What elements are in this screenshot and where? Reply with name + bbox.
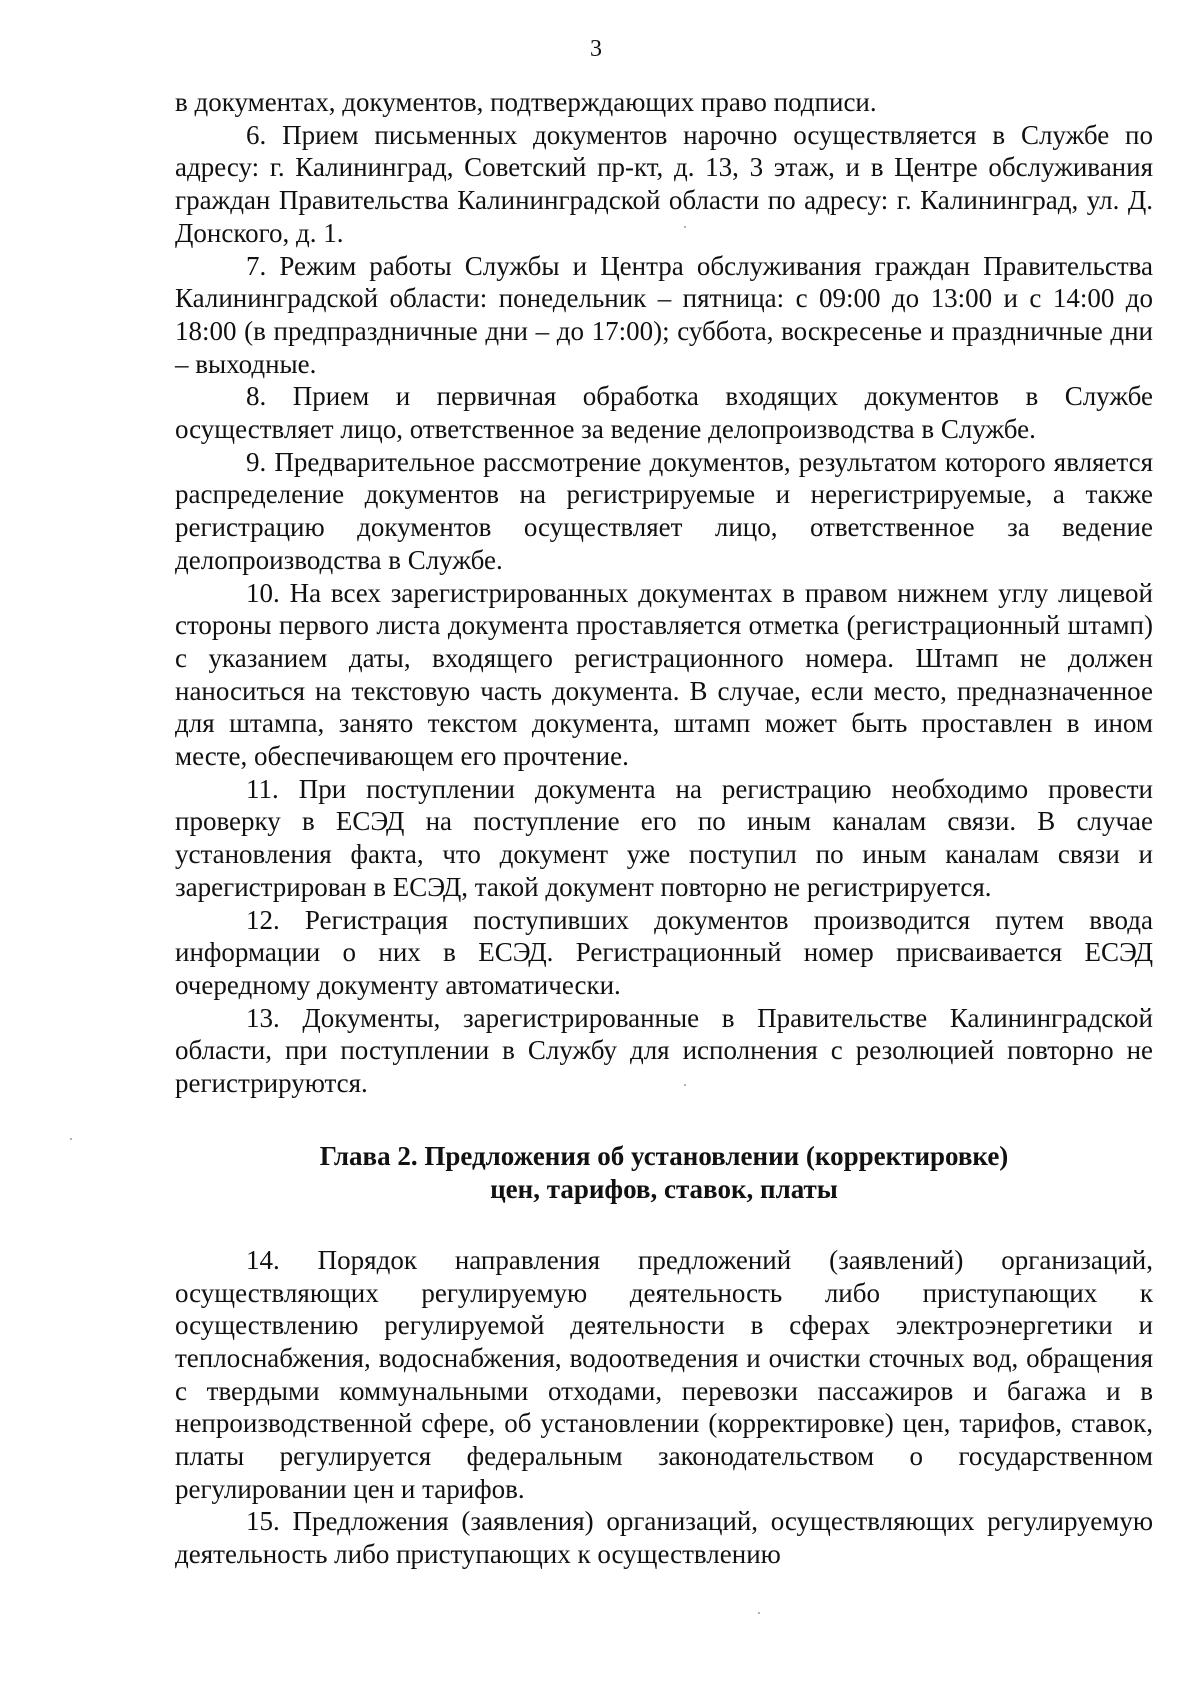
paragraph-13: 13. Документы, зарегистрированные в Правительстве Калининградской области, при поступлении в Службу для исполнения с резолюцией повторно не регистрируются. <box>175 1002 1153 1099</box>
scan-speck <box>70 1138 72 1140</box>
paragraph-9: 9. Предварительное рассмотрение документов, результатом которого является распределение документов на регистрируемые и нерегистрируемые, а также регистрацию документов осуществляет лицо, ответственное за ведение делопроизводства в Службе. <box>175 446 1153 575</box>
paragraph-6: 6. Прием письменных документов нарочно осуществляется в Службе по адресу: г. Калининград, Советский пр-кт, д. 13, 3 этаж, и в Центре обслуживания граждан Правительства Калининградской области по адресу: г. Калининград, ул. Д. Донского, д. 1. <box>175 119 1153 248</box>
chapter-heading-line-2: цен, тарифов, ставок, платы <box>490 1173 838 1204</box>
paragraph-continuation: в документах, документов, подтверждающих право подписи. <box>175 87 877 117</box>
document-body <box>175 86 1153 1571</box>
paragraph-11: 11. При поступлении документа на регистрацию необходимо провести проверку в ЕСЭД на поступление его по иным каналам связи. В случае установления факта, что документ уже поступил по иным каналам связи и зарегистрирован в ЕСЭД, такой документ повторно не регистрируется. <box>175 773 1153 902</box>
chapter-heading <box>175 1140 1153 1206</box>
paragraph-7: 7. Режим работы Службы и Центра обслуживания граждан Правительства Калининградской области: понедельник – пятница: с 09:00 до 13:00 и с 14:00 до 18:00 (в предпраздничные дни – до 17:00); суббота, воскресенье и праздничные дни – выходные. <box>175 250 1153 379</box>
paragraph-14: 14. Порядок направления предложений (заявлений) организаций, осуществляющих регулируемую деятельность либо приступающих к осуществлению регулируемой деятельности в сферах электроэнергетики и теплоснабжения, водоснабжения, водоотведения и очистки сточных вод, обращения с твердыми коммунальными отходами, перевозки пассажиров и багажа и в непроизводственной сфере, об установлении (корректировке) цен, тарифов, ставок, платы регулируется федеральным законодательством о государственном регулировании цен и тарифов. <box>175 1244 1153 1504</box>
chapter-heading-line-1: Глава 2. Предложения об установлении (корректировке) <box>319 1140 1009 1171</box>
paragraph-15: 15. Предложения (заявления) организаций, осуществляющих регулируемую деятельность либо приступающих к осуществлению <box>175 1506 1153 1570</box>
paragraph-12: 12. Регистрация поступивших документов производится путем ввода информации о них в ЕСЭД. Регистрационный номер присваивается ЕСЭД очередному документу автоматически. <box>175 904 1153 1000</box>
scan-speck <box>684 1084 686 1086</box>
paragraph-10: 10. На всех зарегистрированных документах в правом нижнем углу лицевой стороны первого листа документа проставляется отметка (регистрационный штамп) с указанием даты, входящего регистрационного номера. Штамп не должен наноситься на текстовую часть документа. В случае, если место, предназначенное для штампа, занято текстом документа, штамп может быть проставлен в ином месте, обеспечивающем его прочтение. <box>175 577 1153 772</box>
page-number: 3 <box>590 36 602 62</box>
paragraph-8: 8. Прием и первичная обработка входящих документов в Службе осуществляет лицо, ответственное за ведение делопроизводства в Службе. <box>175 381 1153 445</box>
scan-speck <box>758 1612 760 1614</box>
scan-speck <box>684 226 686 228</box>
